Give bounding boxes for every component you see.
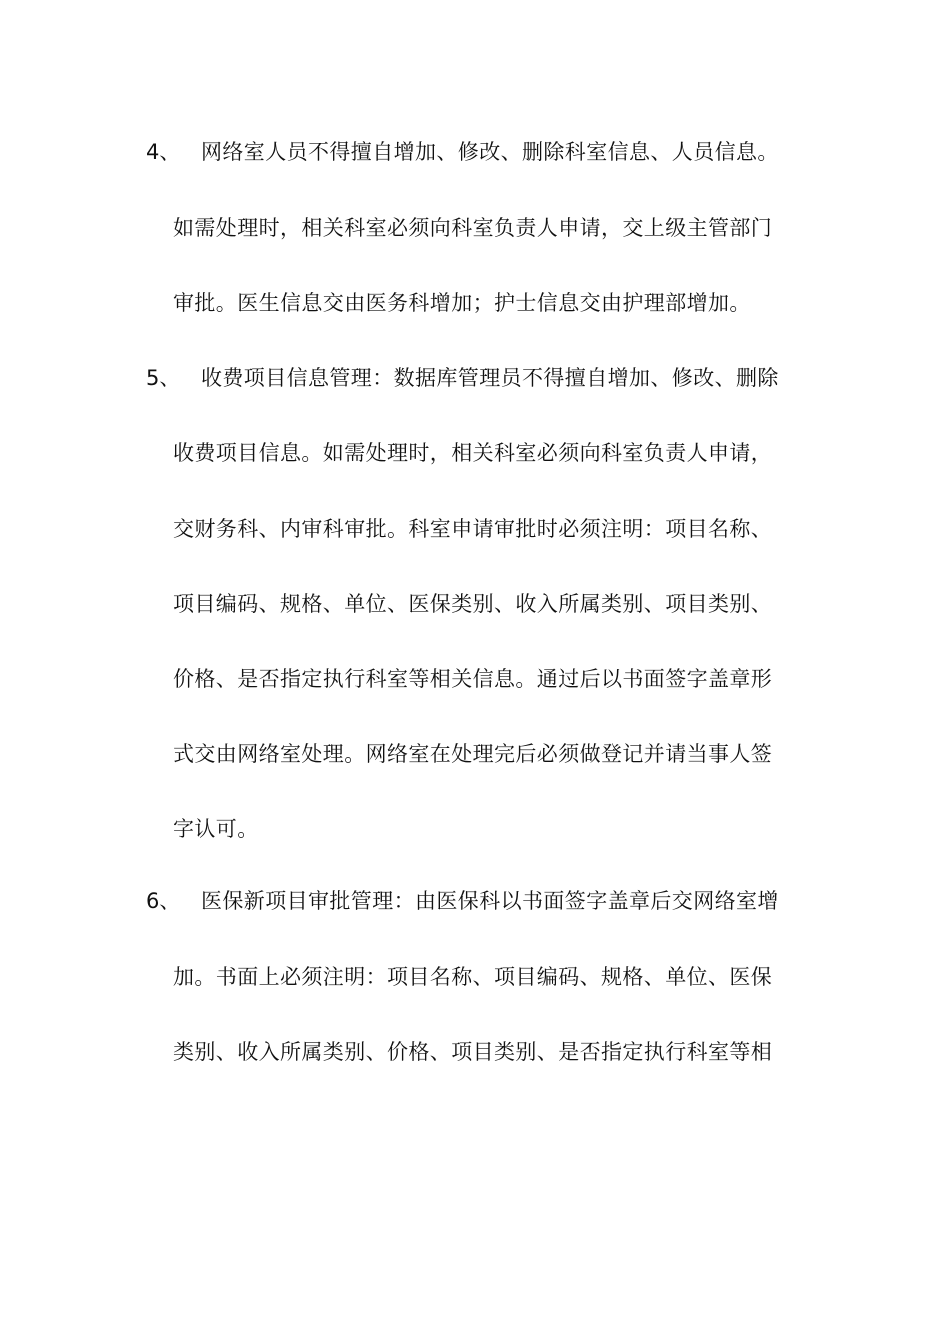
paragraph-line: 网络室人员不得擅自增加、修改、删除科室信息、人员信息。 [201,140,779,164]
item-number: 4、 [146,140,181,164]
paragraph-line: 审批。医生信息交由医务科增加；护士信息交由护理部增加。 [173,291,751,315]
paragraph-line: 价格、是否指定执行科室等相关信息。通过后以书面签字盖章形 [173,667,773,691]
paragraph-line: 收费项目信息管理：数据库管理员不得擅自增加、修改、删除 [201,366,779,390]
paragraph-line: 式交由网络室处理。网络室在处理完后必须做登记并请当事人签 [173,742,773,766]
paragraph-line: 如需处理时，相关科室必须向科室负责人申请，交上级主管部门 [173,216,773,240]
paragraph-line: 交财务科、内审科审批。科室申请审批时必须注明：项目名称、 [173,517,773,541]
paragraph-line: 字认可。 [173,817,259,841]
item-number: 5、 [146,366,181,390]
paragraph-line: 项目编码、规格、单位、医保类别、收入所属类别、项目类别、 [173,592,773,616]
paragraph-line: 收费项目信息。如需处理时，相关科室必须向科室负责人申请， [173,441,773,465]
paragraph-line: 类别、收入所属类别、价格、项目类别、是否指定执行科室等相 [173,1040,773,1064]
paragraph-line: 医保新项目审批管理：由医保科以书面签字盖章后交网络室增 [201,889,779,913]
paragraph-line: 加。书面上必须注明：项目名称、项目编码、规格、单位、医保 [173,965,773,989]
item-number: 6、 [146,889,181,913]
